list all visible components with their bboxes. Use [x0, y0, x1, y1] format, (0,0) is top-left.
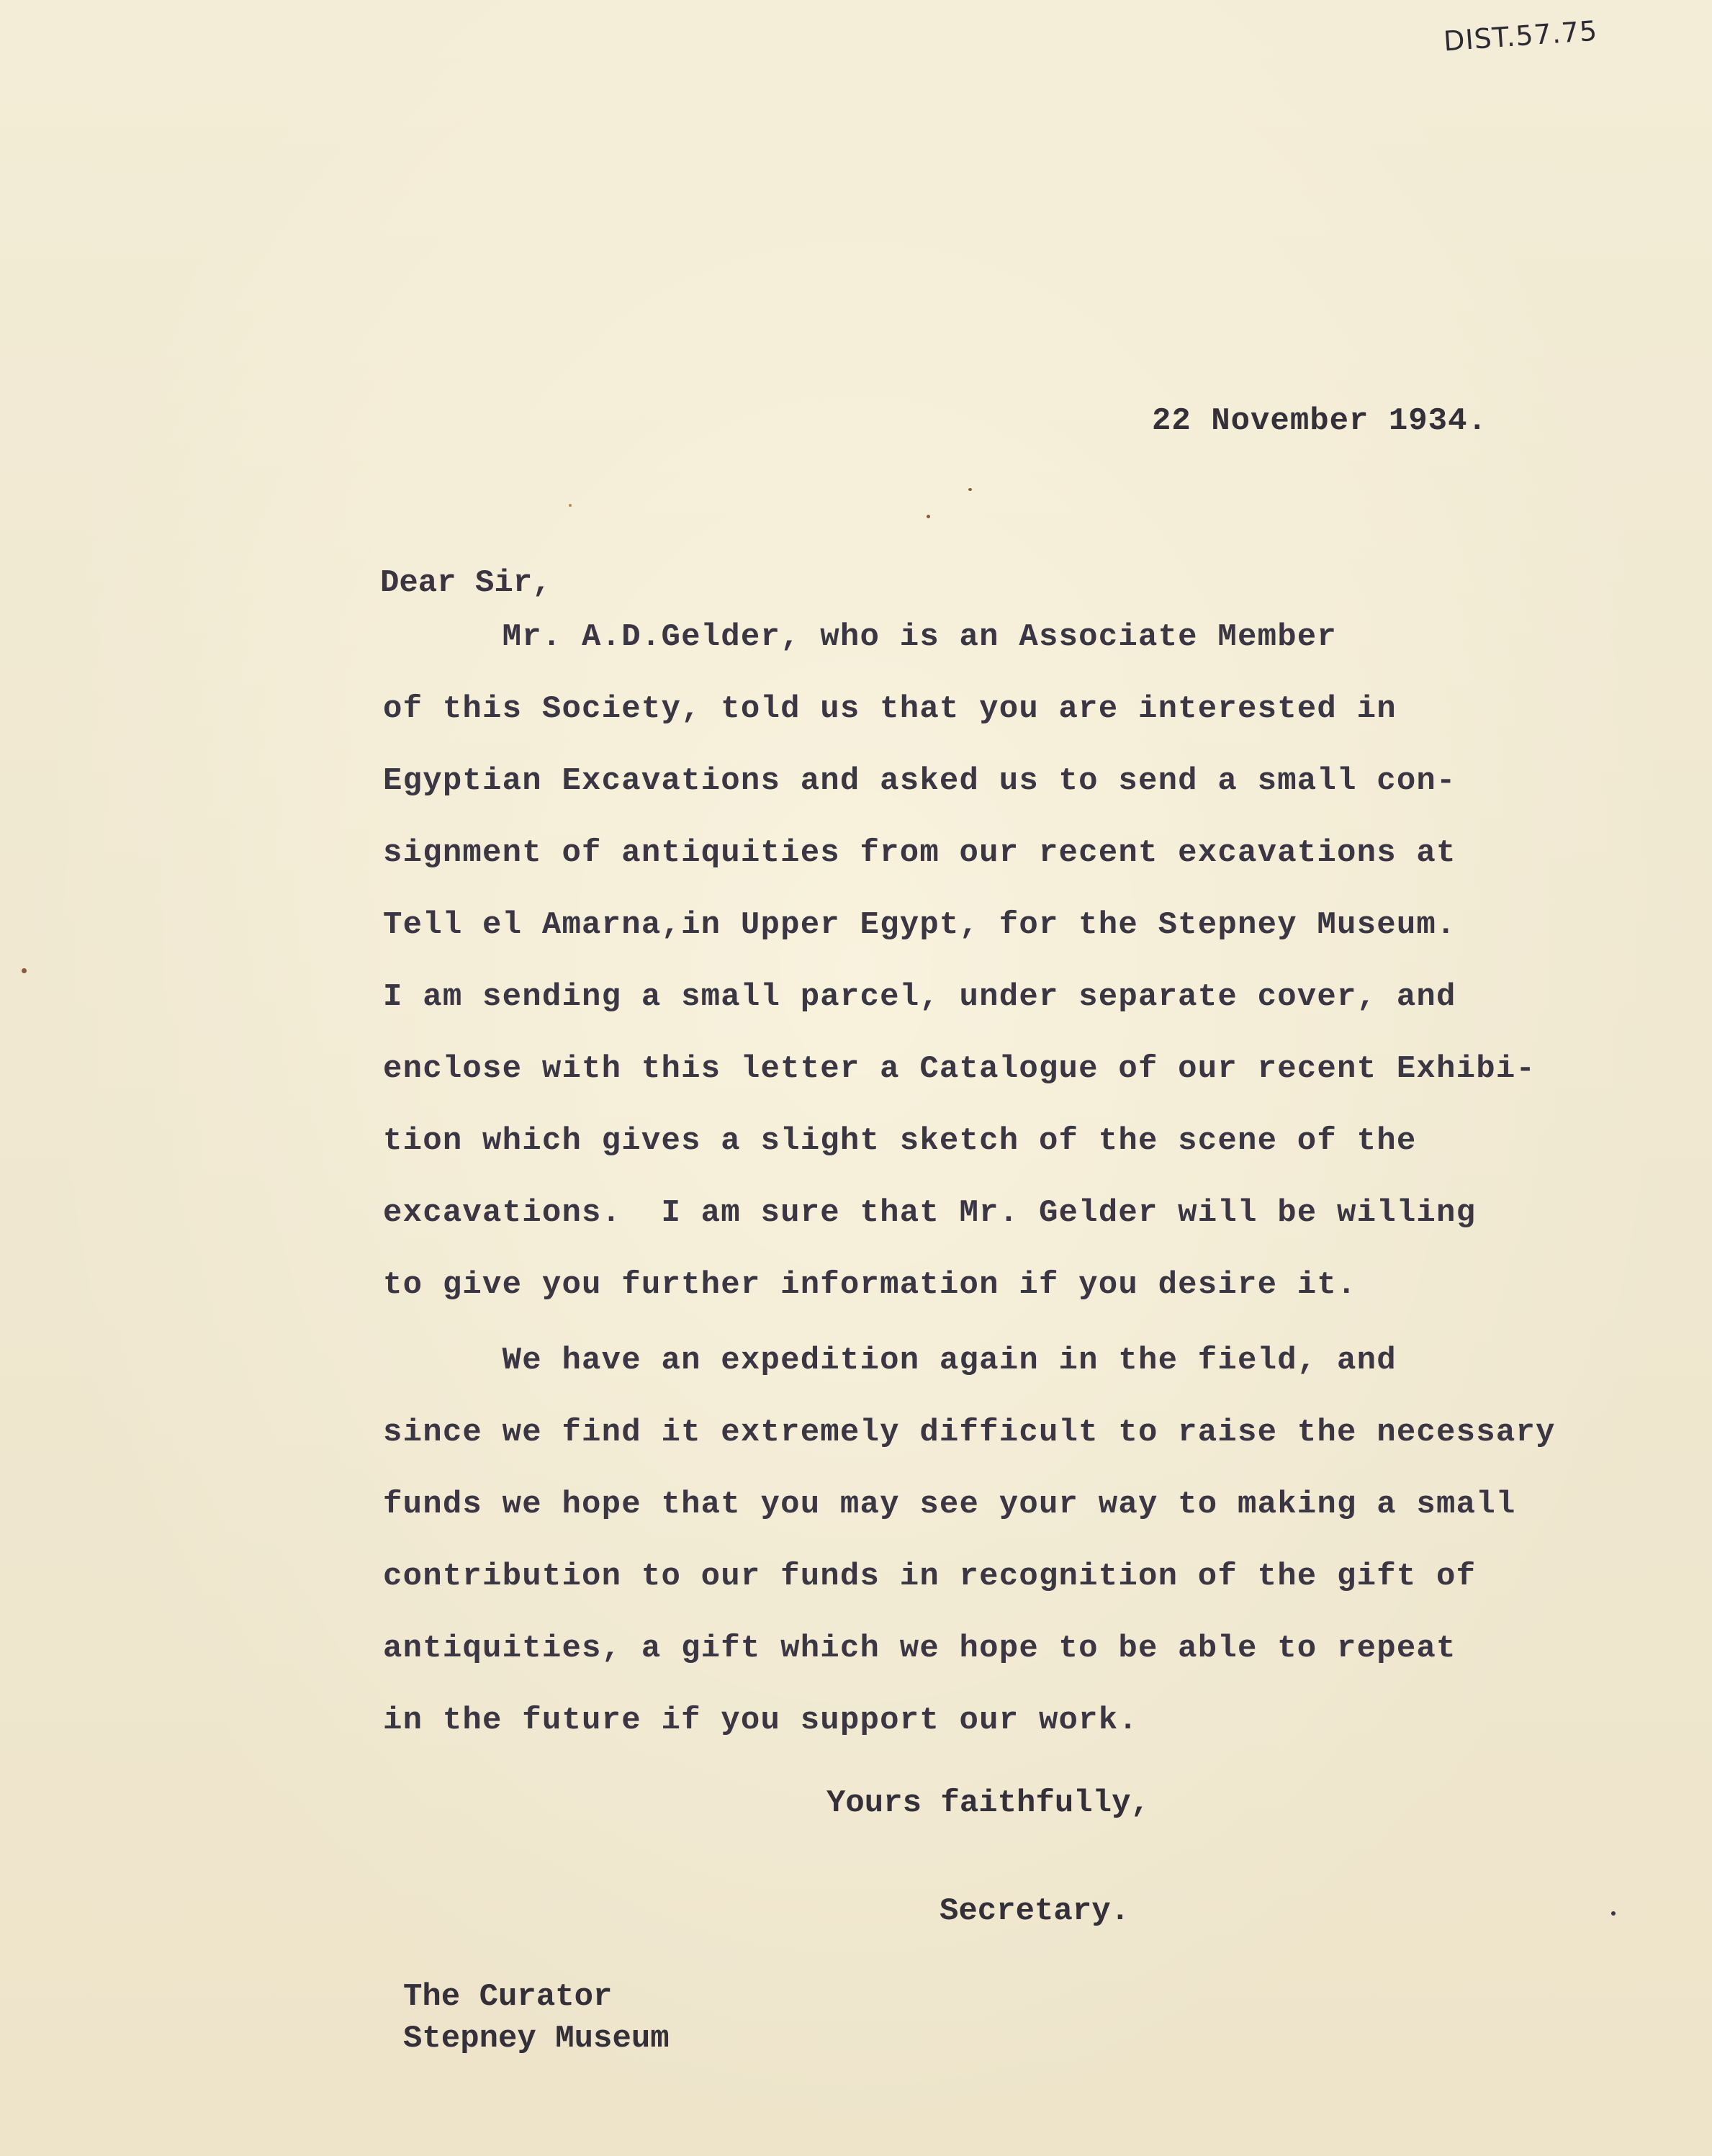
archive-reference: DIST.57.75 — [1442, 14, 1599, 58]
paper-speck — [927, 515, 930, 518]
complimentary-close: Yours faithfully, — [826, 1785, 1150, 1821]
paper-speck — [968, 488, 972, 491]
body-line: funds we hope that you may see your way to making a small — [383, 1487, 1516, 1523]
addressee-block — [403, 1976, 670, 2060]
body-line: antiquities, a gift which we hope to be able to repeat — [383, 1630, 1456, 1666]
body-line: excavations. I am sure that Mr. Gelder will be willing — [383, 1195, 1477, 1231]
body-line: to give you further information if you desire it. — [383, 1267, 1357, 1303]
addressee-line: Stepney Museum — [403, 2021, 670, 2057]
letter-date: 22 November 1934. — [1152, 403, 1487, 439]
body-line: I am sending a small parcel, under separate cover, and — [383, 979, 1456, 1015]
body-line: We have an expedition again in the field, and — [383, 1343, 1397, 1379]
body-line: enclose with this letter a Catalogue of our recent Exhibi- — [383, 1051, 1536, 1087]
body-line: Egyptian Excavations and asked us to send a small con- — [383, 763, 1456, 799]
body-line: contribution to our funds in recognition of the gift of — [383, 1559, 1477, 1595]
paper-speck — [22, 968, 27, 973]
body-line: in the future if you support our work. — [383, 1702, 1138, 1738]
paper-speck — [1611, 1911, 1616, 1916]
body-line: of this Society, told us that you are interested in — [383, 691, 1397, 727]
body-line: Tell el Amarna,in Upper Egypt, for the Stepney Museum. — [383, 907, 1456, 943]
paper-speck — [569, 504, 572, 507]
body-line: tion which gives a slight sketch of the scene of the — [383, 1123, 1417, 1159]
body-line: signment of antiquities from our recent excavations at — [383, 835, 1456, 871]
body-line: since we find it extremely difficult to raise the necessary — [383, 1415, 1556, 1451]
signature-title: Secretary. — [940, 1893, 1130, 1929]
body-line: Mr. A.D.Gelder, who is an Associate Member — [383, 619, 1338, 655]
salutation: Dear Sir, — [380, 565, 551, 601]
addressee-line: The Curator — [403, 1979, 613, 2015]
